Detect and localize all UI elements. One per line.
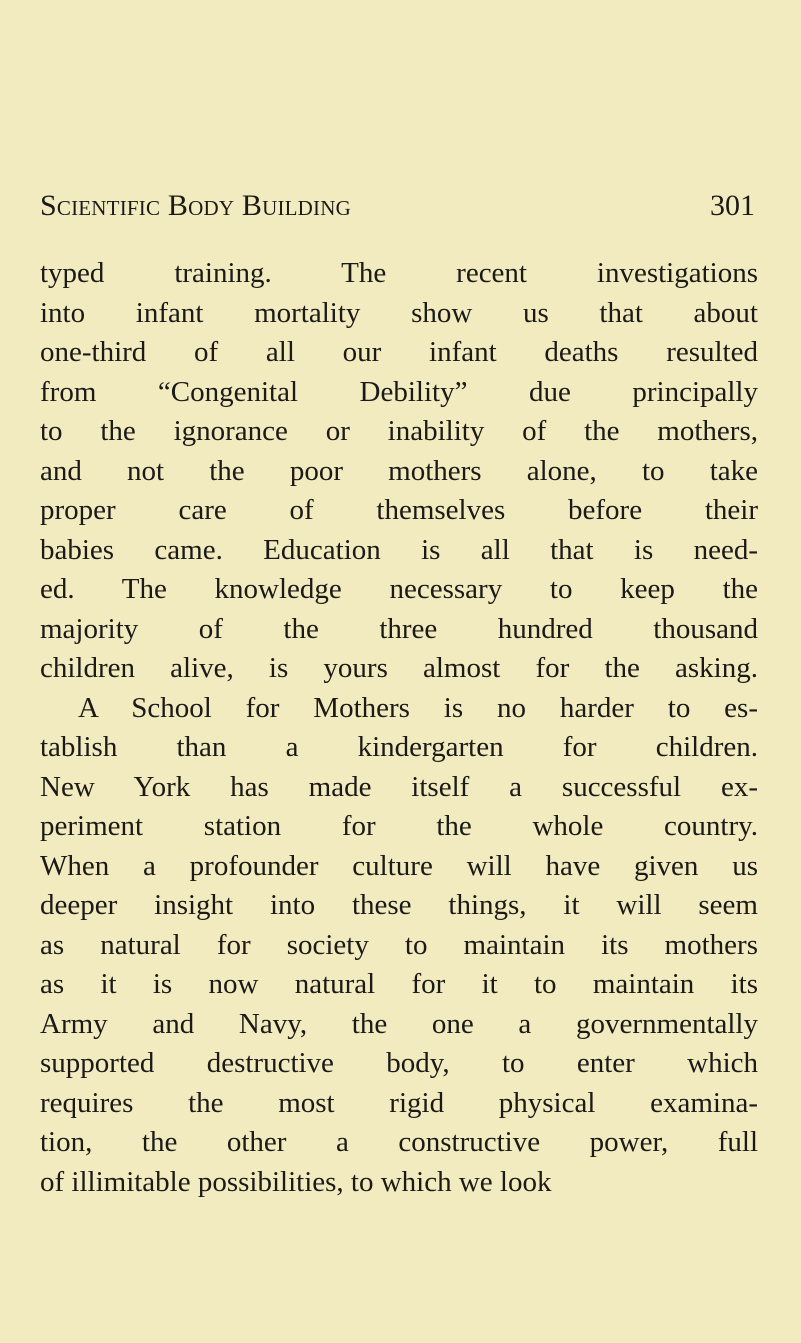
text-line: tablish than a kindergarten for children.: [40, 731, 758, 763]
text-line: requires the most rigid physical examina-: [40, 1086, 758, 1119]
text-line: babies came. Education is all that is need-: [40, 533, 758, 566]
text-line: proper care of themselves before their: [40, 494, 758, 526]
text-line: supported destructive body, to enter which: [40, 1047, 758, 1079]
text-line: New York has made itself a successful ex-: [40, 770, 758, 803]
body-text: [40, 254, 758, 1202]
text-line: as it is now natural for it to maintain its: [40, 968, 758, 1000]
paragraph-start-line: A School for Mothers is no harder to es-: [78, 691, 758, 724]
text-line: into infant mortality show us that about: [40, 296, 758, 329]
text-line: tion, the other a constructive power, full: [40, 1126, 758, 1158]
text-line: one-third of all our infant deaths resulted: [40, 336, 758, 368]
text-line: Army and Navy, the one a governmentally: [40, 1007, 758, 1040]
text-line: When a profounder culture will have given us: [40, 849, 758, 882]
text-line: of illimitable possibilities, to which we look: [40, 1165, 552, 1198]
text-line: majority of the three hundred thousand: [40, 612, 758, 645]
running-head: [40, 189, 755, 233]
text-line: periment station for the whole country.: [40, 810, 758, 842]
text-line: as natural for society to maintain its mothers: [40, 928, 758, 961]
text-line: deeper insight into these things, it will seem: [40, 889, 758, 921]
text-line: from “Congenital Debility” due principally: [40, 375, 758, 408]
text-line: typed training. The recent investigations: [40, 257, 758, 289]
page-number: 301: [710, 189, 755, 222]
running-title: Scientific Body Building: [40, 189, 351, 222]
text-line: ed. The knowledge necessary to keep the: [40, 573, 758, 605]
text-line: and not the poor mothers alone, to take: [40, 454, 758, 487]
text-line: children alive, is yours almost for the asking.: [40, 652, 758, 684]
text-line: to the ignorance or inability of the mothers,: [40, 415, 758, 447]
